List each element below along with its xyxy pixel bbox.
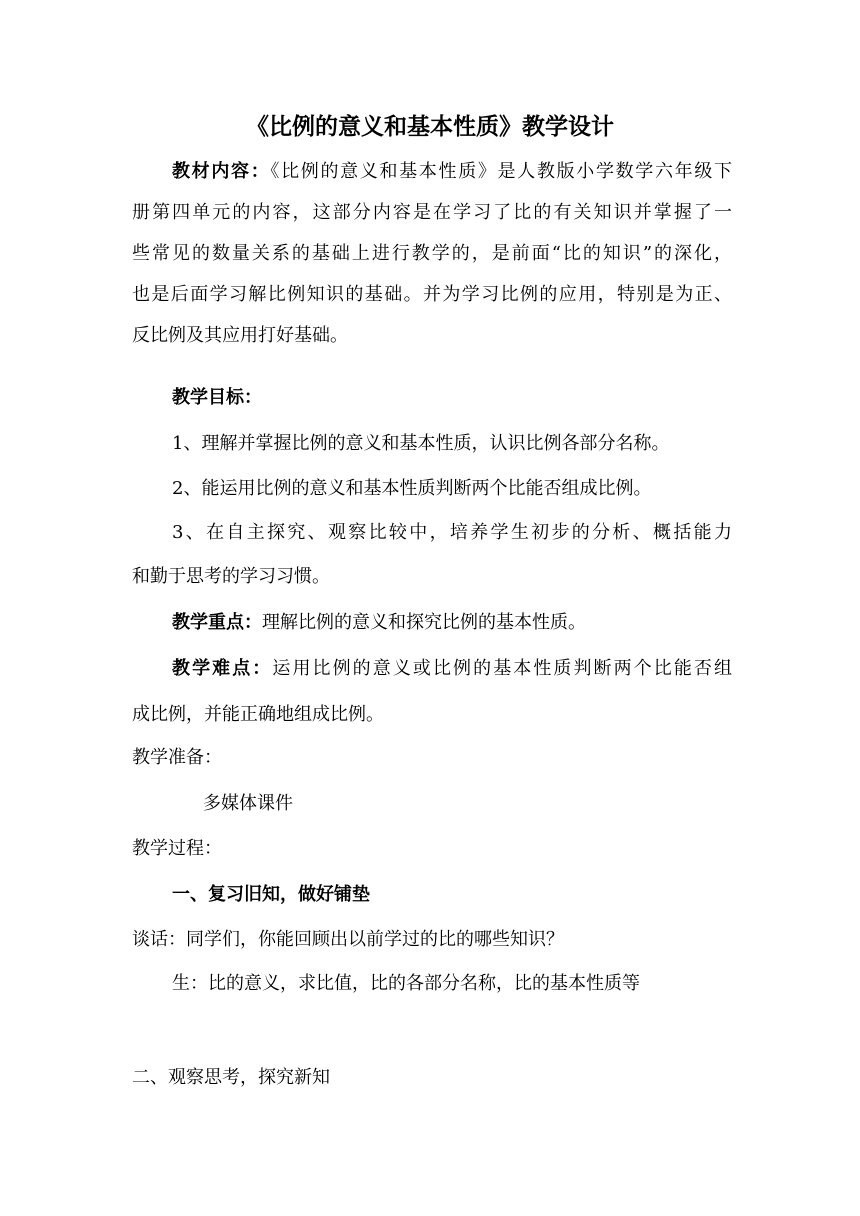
difficulty-line-2: 成比例，并能正确地组成比例。 [132,704,384,725]
key-point-text: 理解比例的意义和探究比例的基本性质。 [262,612,586,633]
materials-text-1: 《比例的意义和基本性质》是人教版小学数学六年级下 [270,161,733,182]
materials-paragraph-line-5: 反比例及其应用打好基础。 [132,325,348,346]
objective-item-1: 1、理解并掌握比例的意义和基本性质，认识比例各部分名称。 [172,433,670,454]
key-point-line [172,611,772,635]
section-1-heading: 一、复习旧知，做好铺垫 [172,884,370,905]
document-title: 《比例的意义和基本性质》教学设计 [246,113,614,140]
section-2-heading: 二、观察思考，探究新知 [132,1067,330,1088]
difficulty-text-1: 运用比例的意义或比例的基本性质判断两个比能否组 [272,658,733,679]
preparation-item: 多媒体课件 [203,793,293,814]
objective-item-3: 3、在自主探究、观察比较中，培养学生初步的分析、概括能力 [172,522,732,543]
objective-item-2: 2、能运用比例的意义和基本性质判断两个比能否组成比例。 [172,478,652,499]
materials-paragraph-line-4: 也是后面学习解比例知识的基础。并为学习比例的应用，特别是为正、 [132,284,732,305]
materials-paragraph-line-2: 册第四单元的内容，这部分内容是在学习了比的有关知识并掌握了一 [132,202,732,223]
materials-paragraph-line-1 [172,160,732,184]
process-label: 教学过程： [132,838,222,859]
objective-item-3-continuation: 和勤于思考的学习习惯。 [132,566,330,587]
objectives-label: 教学目标： [172,387,262,408]
student-answer-line: 生：比的意义，求比值，比的各部分名称，比的基本性质等 [172,973,640,994]
talk-line: 谈话：同学们，你能回顾出以前学过的比的哪些知识？ [132,929,564,950]
materials-label: 教材内容： [172,161,271,182]
difficulty-label: 教学难点： [172,658,273,679]
materials-paragraph-line-3: 些常见的数量关系的基础上进行教学的，是前面“比的知识”的深化， [132,243,732,264]
preparation-label: 教学准备： [132,747,222,768]
difficulty-line-1 [172,657,732,681]
key-point-label: 教学重点： [172,612,262,633]
